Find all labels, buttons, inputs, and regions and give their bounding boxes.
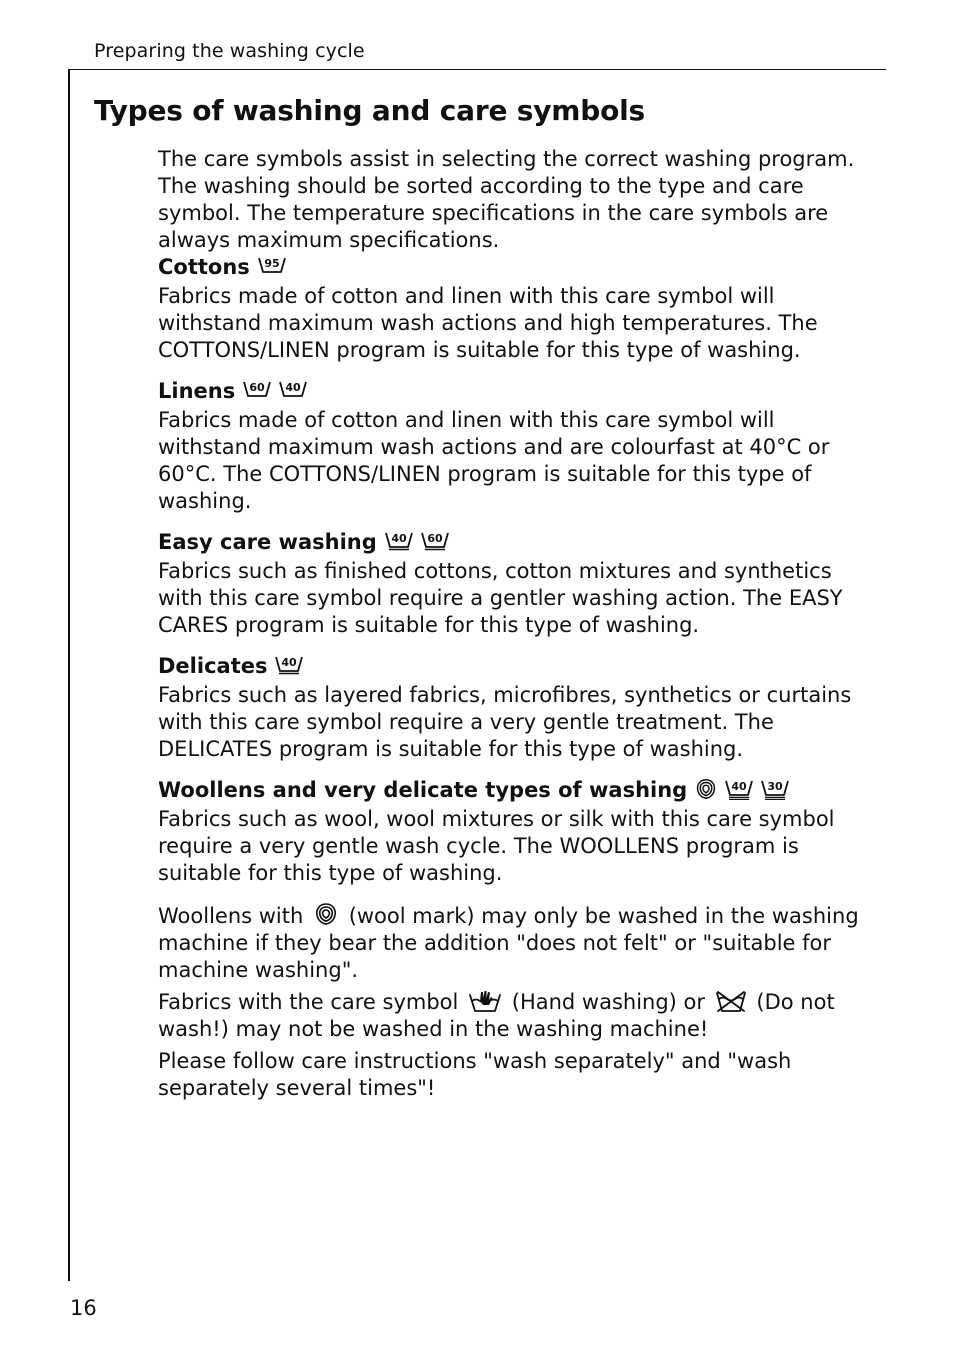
care-section	[158, 777, 862, 887]
section-body: Fabrics such as finished cottons, cotton mixtures and synthetics with this care symbol require a gentler washing action. The EASY CARES program is suitable for this type of washing.	[158, 559, 843, 637]
section-body: Fabrics made of cotton and linen with this care symbol will withstand maximum wash actions and are colourfast at 40°C or 60°C. The COTTONS/LINEN program is suitable for this type of washing.	[158, 408, 830, 513]
wash-tub-icon	[278, 379, 308, 401]
wash-tub-icon	[274, 654, 304, 676]
wash-tub-icon	[257, 255, 287, 277]
section-body: Fabrics such as layered fabrics, microfibres, synthetics or curtains with this care symbol require a very gentle treatment. The DELICATES program is suitable for this type of washing.	[158, 683, 852, 761]
section-heading-text: Woollens and very delicate types of washing	[158, 778, 688, 802]
care-section	[158, 254, 862, 364]
section-body: Fabrics such as wool, wool mixtures or silk with this care symbol require a very gentle wash cycle. The WOOLLENS program is suitable for this type of washing.	[158, 807, 835, 885]
hand-wash-icon	[468, 989, 502, 1013]
wash-temperature-label: 40	[391, 532, 407, 545]
wash-temperature-label: 40	[281, 656, 298, 669]
wash-temperature-label: 40	[285, 381, 301, 394]
running-header: Preparing the washing cycle	[94, 40, 365, 62]
wash-temperature-label: 95	[264, 257, 280, 270]
page-title: Types of washing and care symbols	[94, 94, 646, 127]
header-rule	[68, 69, 886, 70]
wash-tub-icon	[384, 530, 414, 552]
section-heading	[158, 653, 862, 680]
margin-rule	[68, 69, 70, 1281]
care-section	[158, 378, 862, 515]
final-note: Please follow care instructions "wash separately" and "wash separately several times"!	[158, 1049, 792, 1100]
handwash-note-middle: (Hand washing) or	[511, 990, 706, 1014]
section-body: Fabrics made of cotton and linen with this care symbol will withstand maximum wash actions and high temperatures. The COTTONS/LINEN program is suitable for this type of washing.	[158, 284, 818, 362]
wash-tub-icon	[420, 530, 450, 552]
page-number: 16	[70, 1296, 97, 1320]
section-heading	[158, 378, 862, 405]
woolmark-note-before: Woollens with	[158, 904, 304, 928]
wash-tub-icon	[760, 778, 790, 800]
handwash-note-after: (Do not wash!) may not be washed in the washing machine!	[158, 990, 835, 1041]
section-heading	[158, 529, 862, 556]
wash-tub-icon	[242, 379, 272, 401]
woolmark-note	[158, 901, 862, 984]
care-section	[158, 653, 862, 763]
wash-tub-icon	[724, 778, 754, 800]
woolmark-icon	[694, 777, 718, 801]
section-heading-text: Cottons	[158, 255, 250, 279]
section-heading-text: Easy care washing	[158, 530, 377, 554]
section-heading	[158, 777, 862, 804]
section-heading	[158, 254, 862, 281]
handwash-note-before: Fabrics with the care symbol	[158, 990, 459, 1014]
section-heading-text: Linens	[158, 379, 236, 403]
wash-temperature-label: 40	[731, 780, 747, 793]
woolmark-icon	[313, 901, 339, 927]
woolmark-note-after: (wool mark) may only be washed in the washing machine if they bear the addition "does not felt" or "suitable for machine washing".	[158, 904, 859, 982]
do-not-wash-icon	[715, 989, 747, 1013]
wash-temperature-label: 60	[249, 381, 265, 394]
content-column	[158, 146, 862, 1102]
section-heading-text: Delicates	[158, 654, 268, 678]
intro-paragraph: The care symbols assist in selecting the correct washing program. The washing should be sorted according to the type and care symbol. The temperature specifications in the care symbols are always maximum specifications.	[158, 147, 855, 252]
sections-list	[158, 254, 862, 887]
care-section	[158, 529, 862, 639]
handwash-note	[158, 989, 862, 1043]
wash-temperature-label: 30	[767, 780, 783, 793]
wash-temperature-label: 60	[427, 532, 443, 545]
